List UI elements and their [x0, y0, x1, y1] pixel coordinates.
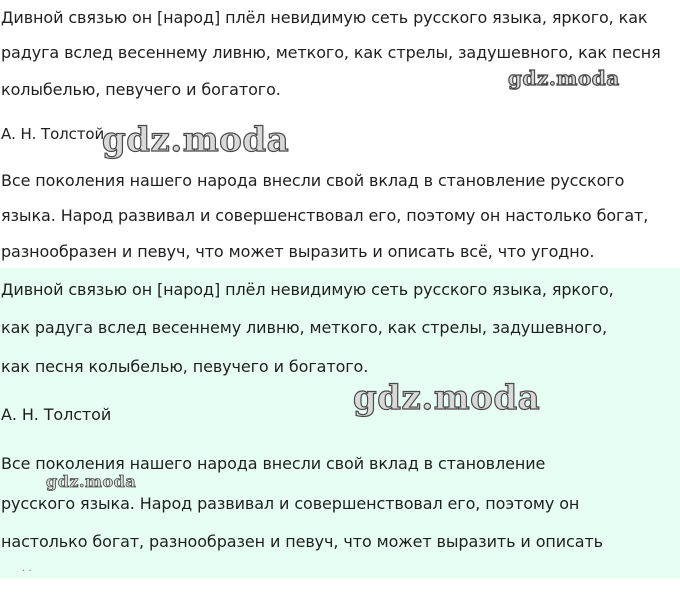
clipped-text-fragment: · ·: [22, 566, 32, 577]
quote-line-3-highlighted: как песня колыбелью, певучего и богатого.: [1, 357, 369, 376]
paragraph-line-1-highlighted: Все поколения нашего народа внесли свой вклад в становление: [1, 454, 546, 473]
watermark-logo: gdz.moda: [508, 66, 620, 90]
quote-line-3: колыбелью, певучего и богатого.: [1, 80, 281, 99]
watermark-logo: gdz.moda: [102, 120, 290, 160]
quote-author: А. Н. Толстой: [1, 125, 105, 143]
paragraph-line-3: разнообразен и певуч, что может выразить и описать всё, что угодно.: [1, 242, 595, 261]
paragraph-line-3-highlighted: настолько богат, разнообразен и певуч, что может выразить и описать: [1, 532, 603, 551]
paragraph-line-1: Все поколения нашего народа внесли свой вклад в становление русского: [1, 171, 625, 190]
watermark-logo: gdz.moda: [353, 378, 541, 418]
paragraph-line-2: языка. Народ развивал и совершенствовал его, поэтому он настолько богат,: [1, 206, 649, 225]
watermark-logo: gdz.moda: [46, 472, 137, 491]
quote-line-2-highlighted: как радуга вслед весеннему ливню, меткого, как стрелы, задушевного,: [1, 318, 607, 337]
paragraph-line-2-highlighted: русского языка. Народ развивал и совершенствовал его, поэтому он: [1, 494, 580, 513]
quote-line-1-highlighted: Дивной связью он [народ] плёл невидимую сеть русского языка, яркого,: [1, 280, 614, 299]
quote-line-2: радуга вслед весеннему ливню, меткого, как стрелы, задушевного, как песня: [1, 43, 661, 62]
quote-author-highlighted: А. Н. Толстой: [1, 405, 112, 424]
quote-line-1: Дивной связью он [народ] плёл невидимую сеть русского языка, яркого, как: [1, 8, 648, 27]
